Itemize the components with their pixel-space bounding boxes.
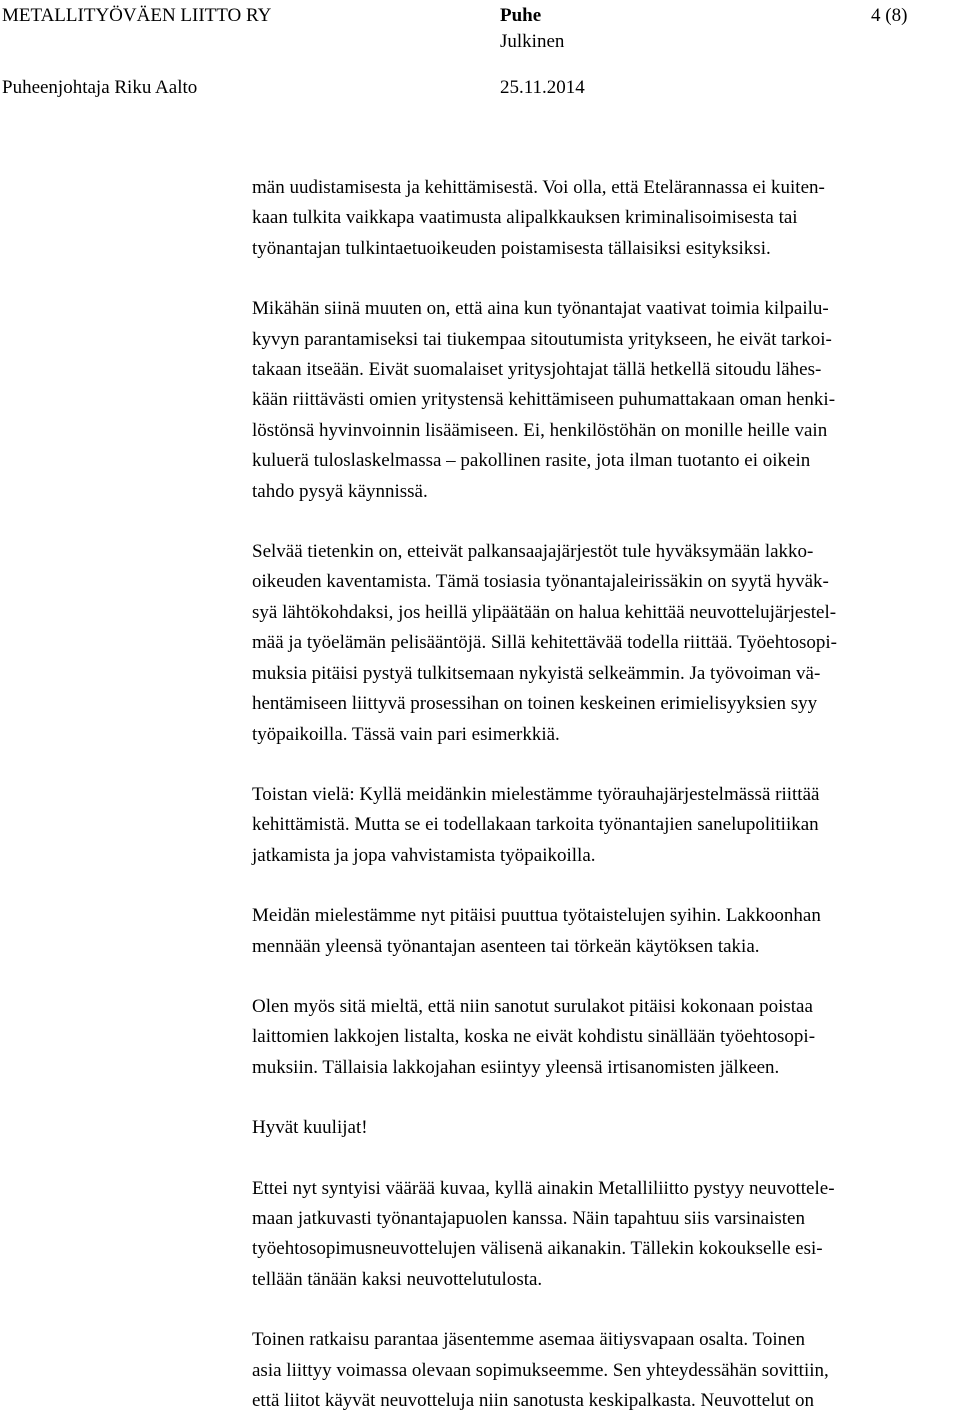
text-line: Ettei nyt syntyisi väärää kuvaa, kyllä ainakin Metalliliitto pystyy neuvottele- [252, 1177, 835, 1199]
text-line: Mikähän siinä muuten on, että aina kun työnantajat vaativat toimia kilpailu- [252, 298, 829, 320]
paragraph [252, 780, 938, 871]
text-line: kehittämistä. Mutta se ei todellakaan tarkoita työnantajien sanelupolitiikan [252, 814, 819, 836]
author-name: Puheenjohtaja Riku Aalto [2, 77, 198, 98]
paragraph [252, 1325, 938, 1416]
paragraph [252, 1113, 938, 1143]
text-line: oikeuden kaventamista. Tämä tosiasia työnantajaleirissäkin on syytä hyväk- [252, 571, 829, 593]
paragraph [252, 901, 938, 962]
text-line: että liitot käyvät neuvotteluja niin sanotusta keskipalkasta. Neuvottelut on [252, 1390, 814, 1411]
text-line: Hyvät kuulijat! [252, 1117, 368, 1139]
paragraph [252, 1174, 938, 1296]
text-line: hentämiseen liittyvä prosessihan on toinen keskeinen erimielisyyksien syy [252, 693, 818, 715]
text-line: mää ja työelämän pelisääntöjä. Sillä kehitettävää todella riittää. Työehtosopi- [252, 632, 838, 654]
text-line: kään riittävästi omien yritystensä kehittämiseen puhumattakaan oman henki- [252, 389, 836, 411]
text-line: tahdo pysyä käynnissä. [252, 480, 428, 502]
text-line: Selvää tietenkin on, etteivät palkansaajajärjestöt tule hyväksymään lakko- [252, 541, 814, 563]
paragraph [252, 294, 938, 507]
text-line: tellään tänään kaksi neuvottelutulosta. [252, 1268, 543, 1290]
text-line: työnantajan tulkintaetuoikeuden poistamisesta tällaisiksi esityksiksi. [252, 237, 771, 259]
document-body [252, 173, 938, 1416]
paragraph [252, 992, 938, 1083]
text-line: män uudistamisesta ja kehittämisestä. Voi olla, että Etelärannassa ei kuiten- [252, 177, 825, 198]
document-type: Puhe [500, 5, 542, 26]
text-line: työehtosopimusneuvottelujen välisenä aikanakin. Tällekin kokoukselle esi- [252, 1238, 823, 1260]
document-date: 25.11.2014 [500, 77, 585, 98]
text-line: muksia pitäisi pystyä tulkitsemaan nykyistä selkeämmin. Ja työvoiman vä- [252, 662, 821, 684]
text-line: kyvyn parantamiseksi tai tiukempaa sitoutumista yritykseen, he eivät tarkoi- [252, 328, 832, 350]
text-line: Toinen ratkaisu parantaa jäsentemme asemaa äitiysvapaan osalta. Toinen [252, 1329, 806, 1351]
text-line: työpaikoilla. Tässä vain pari esimerkkiä. [252, 723, 560, 745]
text-line: asia liittyy voimassa olevaan sopimukseemme. Sen yhteydessähän sovittiin, [252, 1359, 829, 1381]
text-line: Meidän mielestämme nyt pitäisi puuttua työtaistelujen syihin. Lakkoonhan [252, 905, 821, 927]
text-line: löstönsä hyvinvoinnin lisäämiseen. Ei, henkilöstöhän on monille heille vain [252, 419, 828, 441]
text-line: maan jatkuvasti työnantajapuolen kanssa. Näin tapahtuu siis varsinaisten [252, 1207, 805, 1229]
text-line: Olen myös sitä mieltä, että niin sanotut surulakot pitäisi kokonaan poistaa [252, 995, 813, 1017]
organization-name: METALLITYÖVÄEN LIITTO RY [2, 5, 272, 26]
text-line: mennään yleensä työnantajan asenteen tai törkeän käytöksen takia. [252, 935, 760, 957]
paragraph [252, 173, 938, 264]
page-header [0, 0, 960, 110]
text-line: syä lähtökohdaksi, jos heillä ylipäätään on halua kehittää neuvottelujärjestel- [252, 601, 837, 623]
paragraph [252, 537, 938, 750]
text-line: jatkamista ja jopa vahvistamista työpaikoilla. [252, 844, 596, 866]
classification-label: Julkinen [500, 31, 565, 52]
text-line: Toistan vielä: Kyllä meidänkin mielestämme työrauhajärjestelmässä riittää [252, 783, 820, 805]
page-number: 4 (8) [871, 5, 908, 26]
text-line: takaan itseään. Eivät suomalaiset yritysjohtajat tällä hetkellä sitoudu lähes- [252, 359, 822, 381]
text-line: muksiin. Tällaisia lakkojahan esiintyy yleensä irtisanomisten jälkeen. [252, 1056, 780, 1078]
text-line: kuluerä tuloslaskelmassa – pakollinen rasite, jota ilman tuotanto ei oikein [252, 450, 811, 472]
text-line: kaan tulkita vaikkapa vaatimusta alipalkkauksen kriminalisoimisesta tai [252, 207, 798, 229]
text-line: laittomien lakkojen listalta, koska ne eivät kohdistu sinällään työehtosopi- [252, 1026, 816, 1048]
